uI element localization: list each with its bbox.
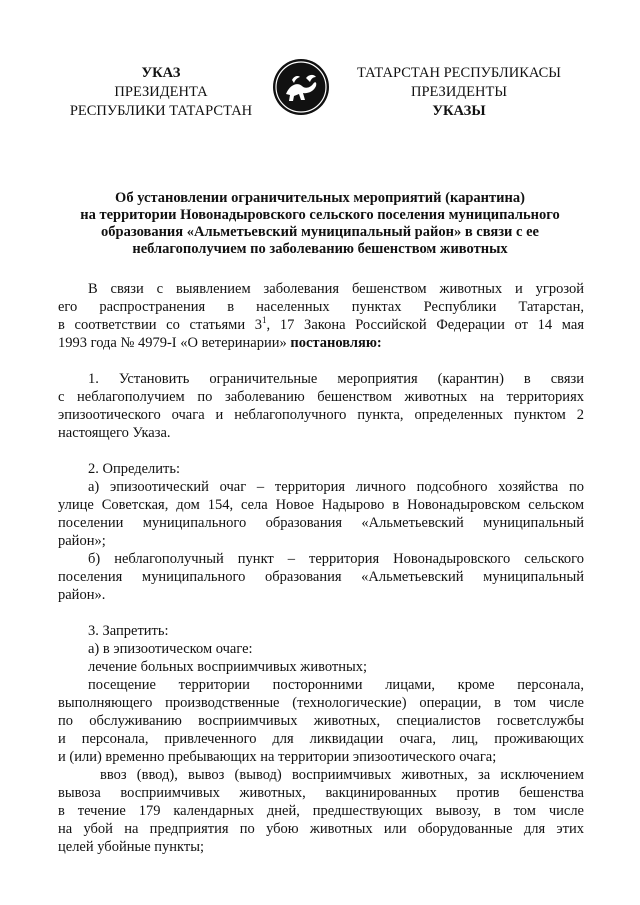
item1-line: 1. Установить ограничительные мероприятия (карантин) в связи: [88, 371, 584, 387]
title-line: образования «Альметьевский муниципальный район» в связи с ее: [101, 224, 539, 240]
item3-line: выполняющего производственные (технологические) операции, в том числе: [58, 695, 584, 711]
preamble-line: в соответствии со статьями $3^1$, 17 Закона Российской Федерации от 14 мая: [58, 316, 584, 333]
item3-line: и (или) временно пребывающих на территории эпизоотического очага;: [58, 749, 497, 765]
item2a-line: район»;: [58, 533, 106, 549]
header-right-line: ПРЕЗИДЕНТЫ: [410, 84, 508, 100]
item3-sub-a: а) в эпизоотическом очаге:: [88, 641, 253, 657]
item3-line: лечение больных восприимчивых животных;: [88, 659, 367, 675]
item3-heading: 3. Запретить:: [88, 623, 169, 639]
item2a-line: а) эпизоотический очаг – территория личного подсобного хозяйства по: [88, 479, 584, 495]
coat-of-arms-icon: [272, 58, 330, 116]
header-left-line: УКАЗ: [141, 65, 181, 81]
decree-title: [58, 190, 582, 258]
title-line: Об установлении ограничительных мероприятий (карантина): [115, 190, 525, 206]
item3-line: и персонала, привлеченного для ликвидации очага, лиц, проживающих: [58, 731, 584, 747]
item1-line: настоящего Указа.: [58, 425, 171, 441]
decree-body: [58, 280, 584, 856]
header-left: [52, 64, 270, 121]
item3-line: на убой на предприятия по убою животных или оборудованные для этих: [58, 821, 584, 837]
item2-heading: 2. Определить:: [88, 461, 181, 477]
item2a-line: поселении муниципального образования «Альметьевский муниципальный: [58, 515, 584, 531]
item3-line: вывоза восприимчивых животных, вакцинированных против бешенства: [58, 785, 584, 801]
item2a-line: улице Советская, дом 154, села Новое Надырово в Новонадыровском сельском: [58, 497, 584, 513]
item2b-line: б) неблагополучный пункт – территория Новонадыровского сельского: [88, 551, 584, 567]
item3-line: в течение 179 календарных дней, предшествующих вывозу, в том числе: [58, 803, 584, 819]
preamble-line: его распространения в населенных пунктах Республики Татарстан,: [58, 299, 584, 315]
header-right-line: УКАЗЫ: [432, 103, 486, 119]
header-left-line: РЕСПУБЛИКИ ТАТАРСТАН: [69, 103, 253, 119]
item1-line: с неблагополучием по заболеванию бешенством животных на территориях: [58, 389, 584, 405]
item2b-line: район».: [58, 587, 106, 603]
preamble-line: 1993 года № 4979-I «О ветеринарии» постановляю:: [58, 335, 382, 351]
item3-line: по обслуживанию восприимчивых животных, специалистов госветслужбы: [58, 713, 584, 729]
preamble-line: В связи с выявлением заболевания бешенством животных и угрозой: [88, 281, 584, 297]
item2b-line: поселения муниципального образования «Альметьевский муниципальный: [58, 569, 584, 585]
item3-line: посещение территории посторонними лицами, кроме персонала,: [88, 677, 584, 693]
decree-verb: постановляю:: [290, 335, 382, 351]
header-right-line: ТАТАРСТАН РЕСПУБЛИКАСЫ: [357, 65, 561, 81]
item3-line: целей убойные пункты;: [58, 839, 204, 855]
header-right: [340, 64, 578, 121]
item1-line: эпизоотического очага и неблагополучного пункта, определенных пунктом 2: [58, 407, 584, 423]
header-left-line: ПРЕЗИДЕНТА: [114, 84, 208, 100]
item3-line: ввоз (ввод), вывоз (вывод) восприимчивых животных, за исключением: [100, 767, 584, 783]
title-line: на территории Новонадыровского сельского поселения муниципального: [80, 207, 560, 223]
title-line: неблагополучием по заболеванию бешенством животных: [132, 241, 508, 257]
